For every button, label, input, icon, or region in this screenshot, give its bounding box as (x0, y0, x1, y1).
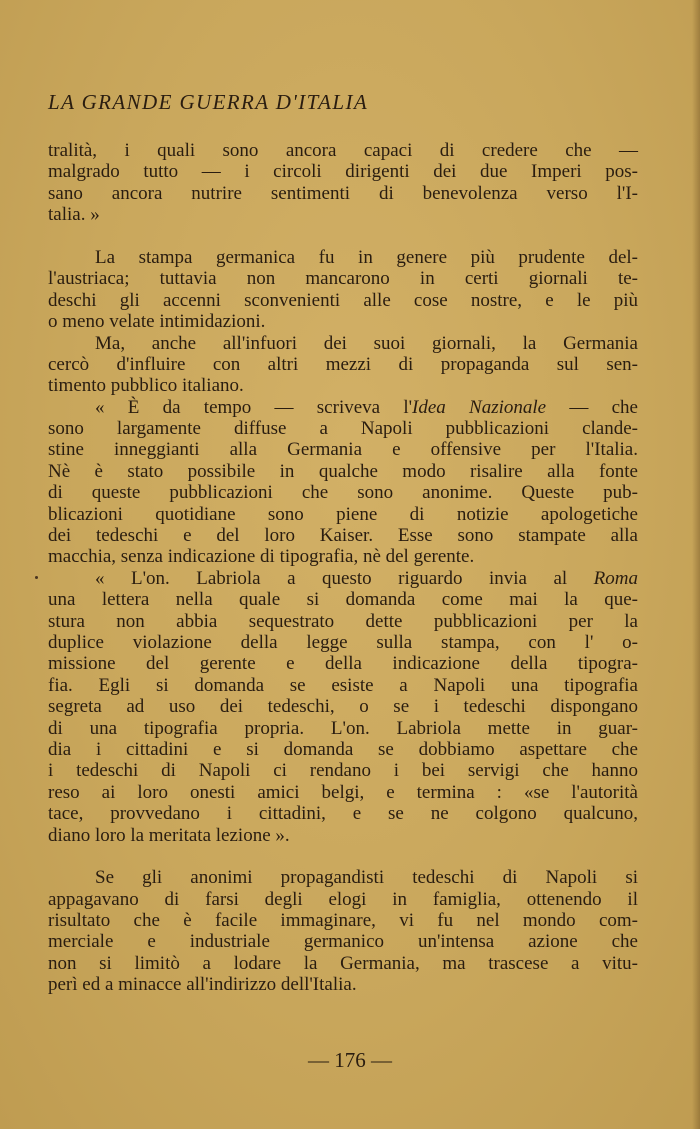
text-line: appagavano di farsi degli elogi in famiglia, ottenendo il (48, 888, 638, 910)
text-line: risultato che è facile immaginare, vi fu nel mondo com- (48, 910, 638, 932)
paragraph-gap (48, 226, 638, 247)
text-line: Se gli anonimi propagandisti tedeschi di Napoli si (95, 867, 638, 889)
text-line: dei tedeschi e del loro Kaiser. Esse sono stampate alla (48, 525, 638, 547)
text-line: i tedeschi di Napoli ci rendano i bei servigi che hanno (48, 760, 638, 782)
text-line: merciale e industriale germanico un'intensa azione che (48, 931, 638, 953)
text-line: di una tipografia propria. L'on. Labriola mette in guar- (48, 717, 638, 739)
text-line: deschi gli accenni sconvenienti alle cose nostre, e le più (48, 289, 638, 311)
text-line: una lettera nella quale si domanda come mai la que- (48, 589, 638, 611)
text-line-with-italic: « È da tempo — scriveva l'Idea Nazionale — che (95, 396, 638, 418)
text-line: perì ed a minacce all'indirizzo dell'Italia. (48, 974, 357, 996)
text-line: stine inneggianti alla Germania e offensive per l'Italia. (48, 439, 638, 461)
margin-speck (35, 576, 38, 579)
text-line: La stampa germanica fu in genere più prudente del- (95, 246, 638, 268)
text-line: missione del gerente e della indicazione della tipogra- (48, 653, 638, 675)
text-line: macchia, senza indicazione di tipografia, nè del gerente. (48, 546, 475, 568)
text-line: segreta ad uso dei tedeschi, o se i tedeschi dispongano (48, 696, 638, 718)
text-line: Nè è stato possibile in qualche modo risalire alla fonte (48, 460, 638, 482)
text-line: duplice violazione della legge sulla stampa, con l' o- (48, 631, 638, 653)
text-line: non si limitò a lodare la Germania, ma trascese a vitu- (48, 952, 638, 974)
text-line-with-italic: « L'on. Labriola a questo riguardo invia al Roma (95, 567, 638, 589)
text-line: l'austriaca; tuttavia non mancarono in certi giornali te- (48, 268, 638, 290)
text-line: o meno velate intimidazioni. (48, 311, 266, 333)
text-line: di queste pubblicazioni che sono anonime. Queste pub- (48, 482, 638, 504)
page-number: — 176 — (308, 1048, 392, 1072)
text-line: diano loro la meritata lezione ». (48, 824, 290, 846)
body-text (48, 140, 638, 996)
text-line: timento pubblico italiano. (48, 375, 244, 397)
text-line: talia. » (48, 204, 100, 226)
running-title: LA GRANDE GUERRA D'ITALIA (48, 90, 369, 114)
text-line: sono largamente diffuse a Napoli pubblicazioni clande- (48, 418, 638, 440)
text-line: cercò d'influire con altri mezzi di propaganda sul sen- (48, 353, 638, 375)
text-line: tace, provvedano i cittadini, e se ne colgono qualcuno, (48, 803, 638, 825)
text-line: blicazioni quotidiane sono piene di notizie apologetiche (48, 503, 638, 525)
text-line: fia. Egli si domanda se esiste a Napoli una tipografia (48, 674, 638, 696)
page-edge-shadow (692, 0, 700, 1129)
text-line: reso ai loro onesti amici belgi, e termina : «se l'autorità (48, 781, 638, 803)
text-line: Ma, anche all'infuori dei suoi giornali, la Germania (95, 332, 638, 354)
text-line: stura non abbia sequestrato dette pubblicazioni per la (48, 610, 638, 632)
text-line: tralità, i quali sono ancora capaci di credere che — (48, 140, 638, 161)
italic-term: Idea Nazionale (412, 396, 547, 418)
italic-term: Roma (593, 567, 638, 589)
text-line: sano ancora nutrire sentimenti di benevolenza verso l'I- (48, 182, 638, 204)
text-line: malgrado tutto — i circoli dirigenti dei due Imperi pos- (48, 161, 638, 183)
text-line: dia i cittadini e si domanda se dobbiamo aspettare che (48, 738, 638, 760)
paragraph-gap (48, 846, 638, 867)
